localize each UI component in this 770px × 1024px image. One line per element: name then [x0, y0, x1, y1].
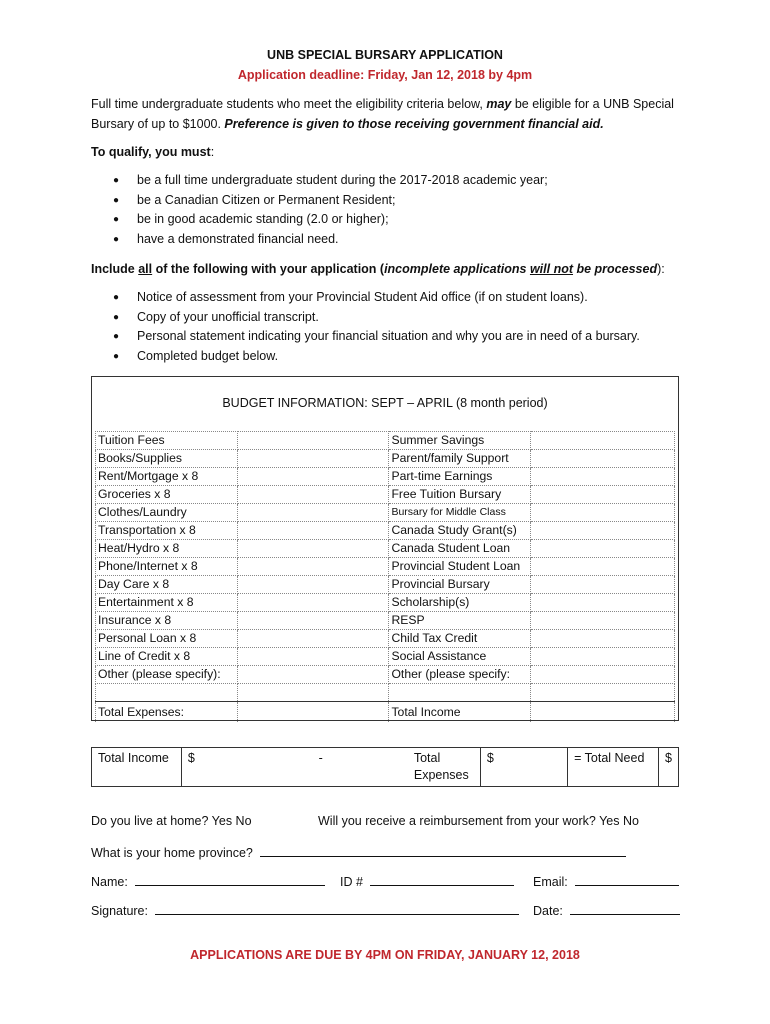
income-amount-field[interactable] [531, 504, 675, 522]
name-field[interactable] [135, 872, 325, 886]
province-label: What is your home province? [91, 846, 253, 860]
expense-label: Tuition Fees [96, 432, 238, 450]
income-amount-field[interactable] [531, 486, 675, 504]
qualify-heading-line [91, 142, 691, 162]
list-item-text: Notice of assessment from your Provincial Student Aid office (if on student loans). [137, 290, 588, 304]
intro-paragraph [91, 94, 691, 134]
expense-amount-field[interactable] [237, 486, 389, 504]
income-label: Child Tax Credit [389, 630, 531, 648]
include-part-3: ): [657, 262, 665, 276]
income-label: Provincial Student Loan [389, 558, 531, 576]
total-income-label: Total Income [92, 748, 182, 787]
bullet-icon: ● [113, 311, 120, 323]
income-amount-field[interactable] [531, 450, 675, 468]
intro-preference: Preference is given to those receiving government financial aid. [224, 117, 604, 131]
signature-label: Signature: [91, 904, 148, 918]
bullet-icon: ● [113, 214, 120, 226]
expense-amount-field[interactable] [237, 450, 389, 468]
income-label: Provincial Bursary [389, 576, 531, 594]
income-label: Bursary for Middle Class [389, 504, 531, 522]
due-notice: APPLICATIONS ARE DUE BY 4PM ON FRIDAY, JANUARY 12, 2018 [190, 948, 580, 962]
include-incomplete: incomplete applications [384, 262, 530, 276]
id-label: ID # [340, 875, 363, 889]
signature-row [91, 901, 519, 918]
income-amount-field[interactable] [531, 666, 675, 684]
income-amount-field[interactable] [531, 576, 675, 594]
expense-amount-field[interactable] [237, 540, 389, 558]
list-item-text: Completed budget below. [137, 348, 279, 363]
list-item [91, 171, 711, 191]
expense-label: Line of Credit x 8 [96, 648, 238, 666]
list-item-text: Copy of your unofficial transcript. [137, 309, 319, 324]
table-row [96, 576, 675, 594]
expense-amount-field[interactable] [237, 630, 389, 648]
table-row [96, 504, 675, 522]
income-amount-field[interactable] [531, 540, 675, 558]
total-expenses-amount[interactable]: $ [480, 748, 567, 787]
live-home-question[interactable]: Do you live at home? Yes No [91, 814, 252, 828]
total-income-row-field[interactable] [531, 702, 675, 723]
income-label: Canada Student Loan [389, 540, 531, 558]
income-amount-field[interactable] [531, 630, 675, 648]
table-row [96, 666, 675, 684]
expense-label: Phone/Internet x 8 [96, 558, 238, 576]
expense-label: Insurance x 8 [96, 612, 238, 630]
include-list [91, 288, 711, 366]
expense-amount-field[interactable] [237, 666, 389, 684]
qualify-colon: : [210, 145, 215, 159]
list-item-text: be in good academic standing (2.0 or higher); [137, 212, 389, 227]
income-label: RESP [389, 612, 531, 630]
name-label: Name: [91, 875, 128, 889]
income-label: Summer Savings [389, 432, 531, 450]
total-need-amount[interactable]: $ [659, 748, 679, 787]
bullet-icon: ● [113, 194, 120, 206]
expense-label: Groceries x 8 [96, 486, 238, 504]
qualify-list [91, 171, 711, 249]
expense-label: Day Care x 8 [96, 576, 238, 594]
expense-label: Rent/Mortgage x 8 [96, 468, 238, 486]
signature-field[interactable] [155, 901, 519, 915]
table-row [96, 450, 675, 468]
list-item [91, 347, 711, 367]
income-label: Scholarship(s) [389, 594, 531, 612]
bullet-icon: ● [113, 233, 120, 245]
include-will-not: will not [529, 262, 574, 276]
blank-field[interactable] [237, 684, 389, 702]
list-item-text: Personal statement indicating your financial situation and why you are in need of a bursary. [137, 329, 640, 344]
deadline-notice: Application deadline: Friday, Jan 12, 2018 by 4pm [237, 68, 533, 82]
table-row [96, 558, 675, 576]
expense-amount-field[interactable] [237, 432, 389, 450]
income-amount-field[interactable] [531, 648, 675, 666]
table-row [96, 432, 675, 450]
expense-amount-field[interactable] [237, 594, 389, 612]
expense-amount-field[interactable] [237, 612, 389, 630]
minus-sign: - [287, 748, 408, 787]
reimbursement-question[interactable]: Will you receive a reimbursement from your work? Yes No [318, 814, 639, 828]
expense-label: Books/Supplies [96, 450, 238, 468]
province-field[interactable] [260, 843, 626, 857]
id-row [340, 872, 514, 889]
budget-heading: BUDGET INFORMATION: SEPT – APRIL (8 month period) [222, 396, 548, 410]
date-label: Date: [533, 904, 563, 918]
include-heading [91, 259, 731, 279]
include-processed: be processed [573, 262, 658, 276]
expense-amount-field[interactable] [237, 468, 389, 486]
intro-text-1: Full time undergraduate students who meet the eligibility criteria below, [91, 97, 487, 111]
intro-text-2: be eligible for a UNB Special Bursary of up to $1000. [91, 97, 674, 131]
expense-amount-field[interactable] [237, 648, 389, 666]
total-expenses-label [408, 748, 481, 787]
income-label: Social Assistance [389, 648, 531, 666]
budget-table [95, 431, 675, 722]
expense-label: Personal Loan x 8 [96, 630, 238, 648]
bullet-icon: ● [113, 350, 120, 362]
form-title: UNB SPECIAL BURSARY APPLICATION [267, 48, 503, 62]
table-row-blank [96, 684, 675, 702]
table-row [96, 594, 675, 612]
intro-may: may [486, 97, 512, 111]
include-all: all [138, 262, 153, 276]
table-row [96, 486, 675, 504]
expense-label: Heat/Hydro x 8 [96, 540, 238, 558]
id-field[interactable] [370, 872, 514, 886]
table-row [96, 540, 675, 558]
bullet-icon: ● [113, 175, 120, 186]
list-item [91, 308, 711, 328]
expense-amount-field[interactable] [237, 522, 389, 540]
income-amount-field[interactable] [531, 432, 675, 450]
table-row [96, 522, 675, 540]
income-amount-field[interactable] [531, 558, 675, 576]
income-amount-field[interactable] [531, 594, 675, 612]
expense-amount-field[interactable] [237, 558, 389, 576]
list-item [91, 230, 711, 250]
table-row [96, 648, 675, 666]
table-row [96, 630, 675, 648]
total-expenses-row-label: Total Expenses: [96, 702, 238, 723]
total-income-row-label: Total Income [389, 702, 531, 723]
bullet-icon: ● [113, 292, 120, 303]
expense-amount-field[interactable] [237, 576, 389, 594]
include-part-1: Include [91, 262, 139, 276]
list-item-text: be a full time undergraduate student during the 2017-2018 academic year; [137, 173, 548, 187]
blank-field[interactable] [96, 684, 238, 702]
email-field[interactable] [575, 872, 679, 886]
list-item [91, 210, 711, 230]
total-income-amount[interactable]: $ [181, 748, 286, 787]
email-label: Email: [533, 875, 568, 889]
expense-label: Entertainment x 8 [96, 594, 238, 612]
blank-field[interactable] [531, 684, 675, 702]
income-label: Part-time Earnings [389, 468, 531, 486]
province-row [91, 843, 626, 860]
list-item [91, 191, 711, 211]
income-label: Free Tuition Bursary [389, 486, 531, 504]
qualify-heading: To qualify, you must [91, 145, 211, 159]
income-amount-field[interactable] [531, 468, 675, 486]
table-row-totals [96, 702, 675, 723]
expense-amount-field[interactable] [237, 504, 389, 522]
income-label: Other (please specify: [389, 666, 531, 684]
list-item [91, 327, 711, 347]
expense-label: Transportation x 8 [96, 522, 238, 540]
include-part-2: of the following with your application ( [152, 262, 385, 276]
totals-table [91, 747, 679, 787]
date-field[interactable] [570, 901, 680, 915]
list-item-text: be a Canadian Citizen or Permanent Resident; [137, 192, 396, 207]
income-amount-field[interactable] [531, 612, 675, 630]
blank-field[interactable] [389, 684, 531, 702]
total-expenses-row-field[interactable] [237, 702, 389, 723]
total-need-label: = Total Need [568, 748, 659, 787]
table-row [96, 468, 675, 486]
bullet-icon: ● [113, 331, 120, 343]
expense-label: Other (please specify): [96, 666, 238, 684]
expense-label: Clothes/Laundry [96, 504, 238, 522]
name-row [91, 872, 325, 889]
income-label: Canada Study Grant(s) [389, 522, 531, 540]
income-label: Parent/family Support [389, 450, 531, 468]
list-item-text: have a demonstrated financial need. [137, 231, 339, 246]
email-row [533, 872, 679, 889]
date-row [533, 901, 680, 918]
table-row [96, 612, 675, 630]
income-amount-field[interactable] [531, 522, 675, 540]
total-expenses-text: Total Expenses [413, 751, 469, 782]
list-item [91, 288, 711, 308]
